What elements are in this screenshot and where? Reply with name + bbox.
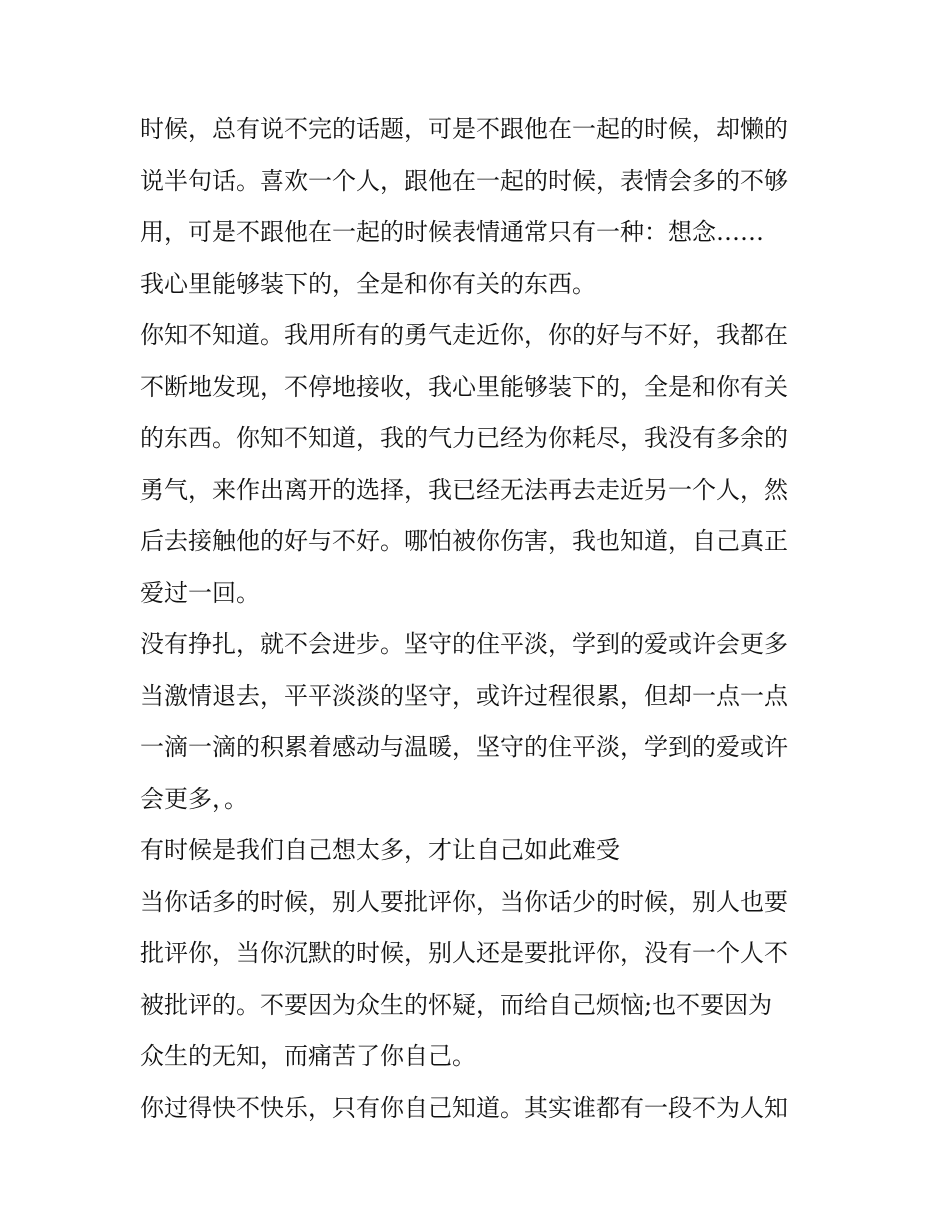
text-line: 你知不知道。我用所有的勇气走近你，你的好与不好，我都在 (140, 321, 788, 349)
text-line: 一滴一滴的积累着感动与温暖，坚守的住平淡，学到的爱或许 (140, 733, 788, 761)
paragraph (140, 310, 812, 619)
paragraph (140, 825, 812, 877)
text-line: 后去接触他的好与不好。哪怕被你伤害，我也知道，自己真正 (140, 527, 788, 555)
text-line: 的东西。你知不知道，我的气力已经为你耗尽，我没有多余的 (140, 424, 788, 452)
text-line: 有时候是我们自己想太多，才让自己如此难受 (140, 836, 620, 864)
text-line: 你过得快不快乐，只有你自己知道。其实谁都有一段不为人知 (140, 1093, 788, 1122)
text-line: 爱过一回。 (140, 578, 260, 607)
text-line: 说半句话。喜欢一个人，跟他在一起的时候，表情会多的不够 (140, 166, 788, 195)
text-line: 批评你，当你沉默的时候，别人还是要批评你，没有一个人不 (140, 939, 788, 967)
paragraph (140, 877, 812, 1083)
text-line: 被批评的。不要因为众生的怀疑，而给自己烦恼;也不要因为 (140, 990, 773, 1019)
document-body (140, 104, 812, 1134)
paragraph (140, 104, 812, 259)
text-line: 当你话多的时候，别人要批评你，当你话少的时候，别人也要 (140, 887, 788, 916)
text-line: 勇气，来作出离开的选择，我已经无法再去走近另一个人，然 (140, 475, 788, 504)
text-line: 用，可是不跟他在一起的时候表情通常只有一种：想念…… (140, 218, 764, 246)
text-line: 众生的无知，而痛苦了你自己。 (140, 1042, 476, 1070)
text-line: 时候，总有说不完的话题，可是不跟他在一起的时候，却懒的 (140, 115, 788, 143)
text-line: 我心里能够装下的，全是和你有关的东西。 (140, 269, 596, 298)
paragraph (140, 1083, 812, 1135)
text-line: 会更多，。 (140, 784, 248, 813)
text-line: 没有挣扎，就不会进步。坚守的住平淡，学到的爱或许会更多 (140, 630, 788, 658)
paragraph (140, 259, 812, 311)
text-line: 当激情退去，平平淡淡的坚守，或许过程很累，但却一点一点 (140, 681, 788, 710)
paragraph (140, 619, 812, 825)
text-line: 不断地发现，不停地接收，我心里能够装下的，全是和你有关 (140, 372, 788, 401)
